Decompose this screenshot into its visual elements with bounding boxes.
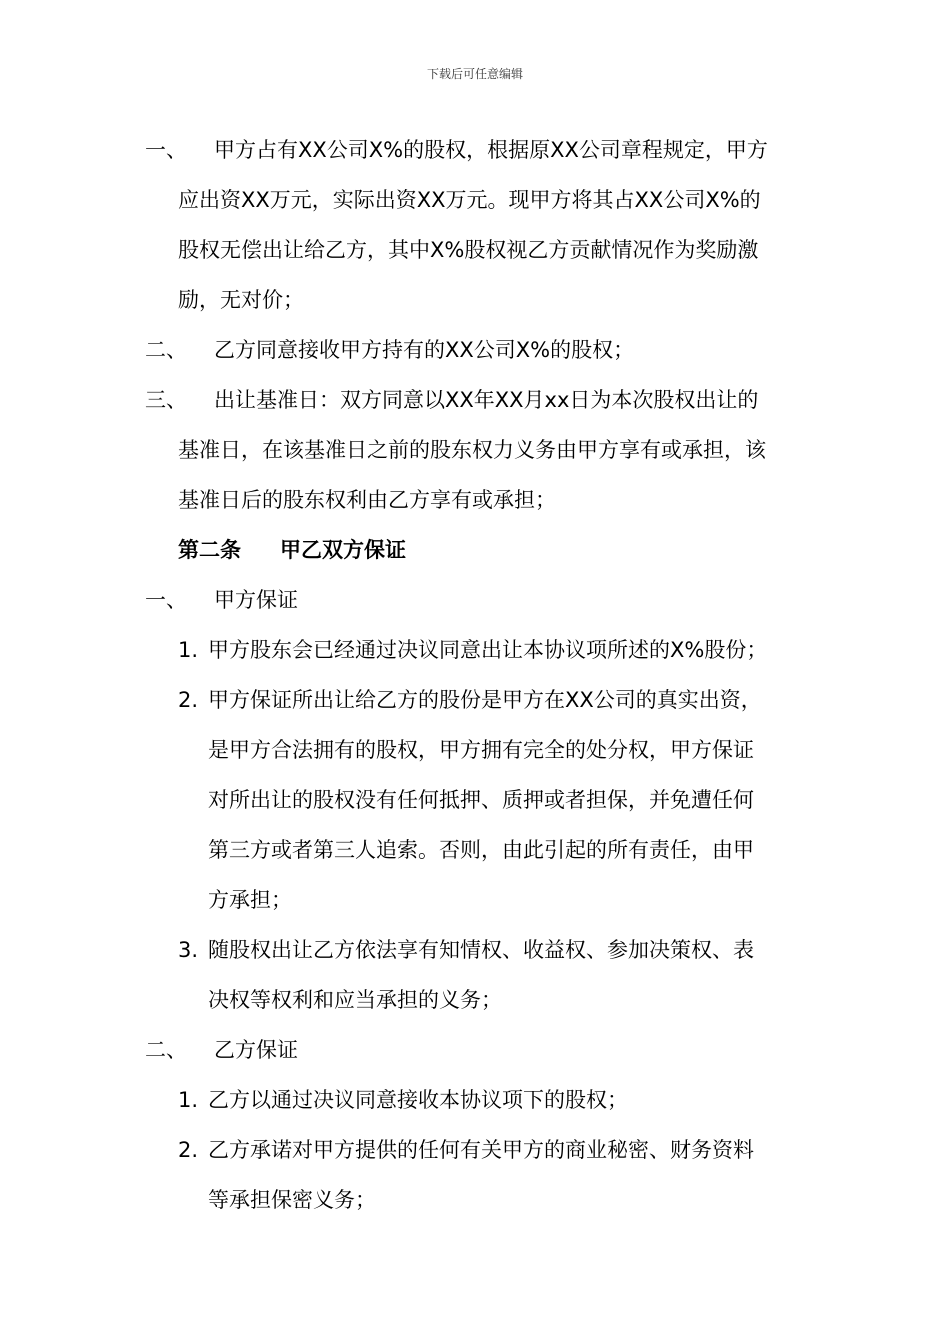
clause-line: 应出资XX万元，实际出资XX万元。现甲方将其占XX公司X%的 [178, 188, 761, 212]
item-line: 对所出让的股权没有任何抵押、质押或者担保，并免遭任何 [208, 788, 754, 812]
clause-line: 基准日，在该基准日之前的股东权力义务由甲方享有或承担，该 [178, 438, 766, 462]
item-line: 是甲方合法拥有的股权，甲方拥有完全的处分权，甲方保证 [208, 738, 754, 762]
clause-line: 出让基准日：双方同意以XX年XX月xx日为本次股权出让的 [214, 388, 759, 412]
clause-line: 励，无对价； [178, 288, 304, 312]
item-number: 2. [178, 688, 199, 712]
item-line: 第三方或者第三人追索。否则，由此引起的所有责任，由甲 [208, 838, 754, 862]
item-line: 随股权出让乙方依法享有知情权、收益权、参加决策权、表 [208, 938, 754, 962]
clause-marker: 一、 [145, 138, 187, 162]
clause-line: 乙方同意接收甲方持有的XX公司X%的股权； [214, 338, 635, 362]
article-title: 甲乙双方保证 [280, 538, 406, 562]
section-marker: 一、 [145, 588, 187, 612]
clause-line: 基准日后的股东权利由乙方享有或承担； [178, 488, 556, 512]
item-number: 1. [178, 638, 199, 662]
clause-marker: 三、 [145, 388, 187, 412]
item-line: 乙方承诺对甲方提供的任何有关甲方的商业秘密、财务资料 [208, 1138, 754, 1162]
clause-line: 甲方占有XX公司X%的股权，根据原XX公司章程规定，甲方 [214, 138, 768, 162]
clause-marker: 二、 [145, 338, 187, 362]
item-line: 乙方以通过决议同意接收本协议项下的股权； [208, 1088, 628, 1112]
item-line: 甲方保证所出让给乙方的股份是甲方在XX公司的真实出资， [208, 688, 762, 712]
article-number: 第二条 [178, 538, 241, 562]
item-number: 1. [178, 1088, 199, 1112]
header-note: 下载后可任意编辑 [426, 67, 523, 81]
item-number: 3. [178, 938, 199, 962]
section-title: 甲方保证 [214, 588, 298, 612]
item-line: 方承担； [208, 888, 292, 912]
item-line: 决权等权利和应当承担的义务； [208, 988, 502, 1012]
item-line: 甲方股东会已经通过决议同意出让本协议项所述的X%股份； [208, 638, 768, 662]
section-marker: 二、 [145, 1038, 187, 1062]
clause-line: 股权无偿出让给乙方，其中X%股权视乙方贡献情况作为奖励激 [178, 238, 759, 262]
section-title: 乙方保证 [214, 1038, 298, 1062]
item-number: 2. [178, 1138, 199, 1162]
item-line: 等承担保密义务； [208, 1188, 376, 1212]
